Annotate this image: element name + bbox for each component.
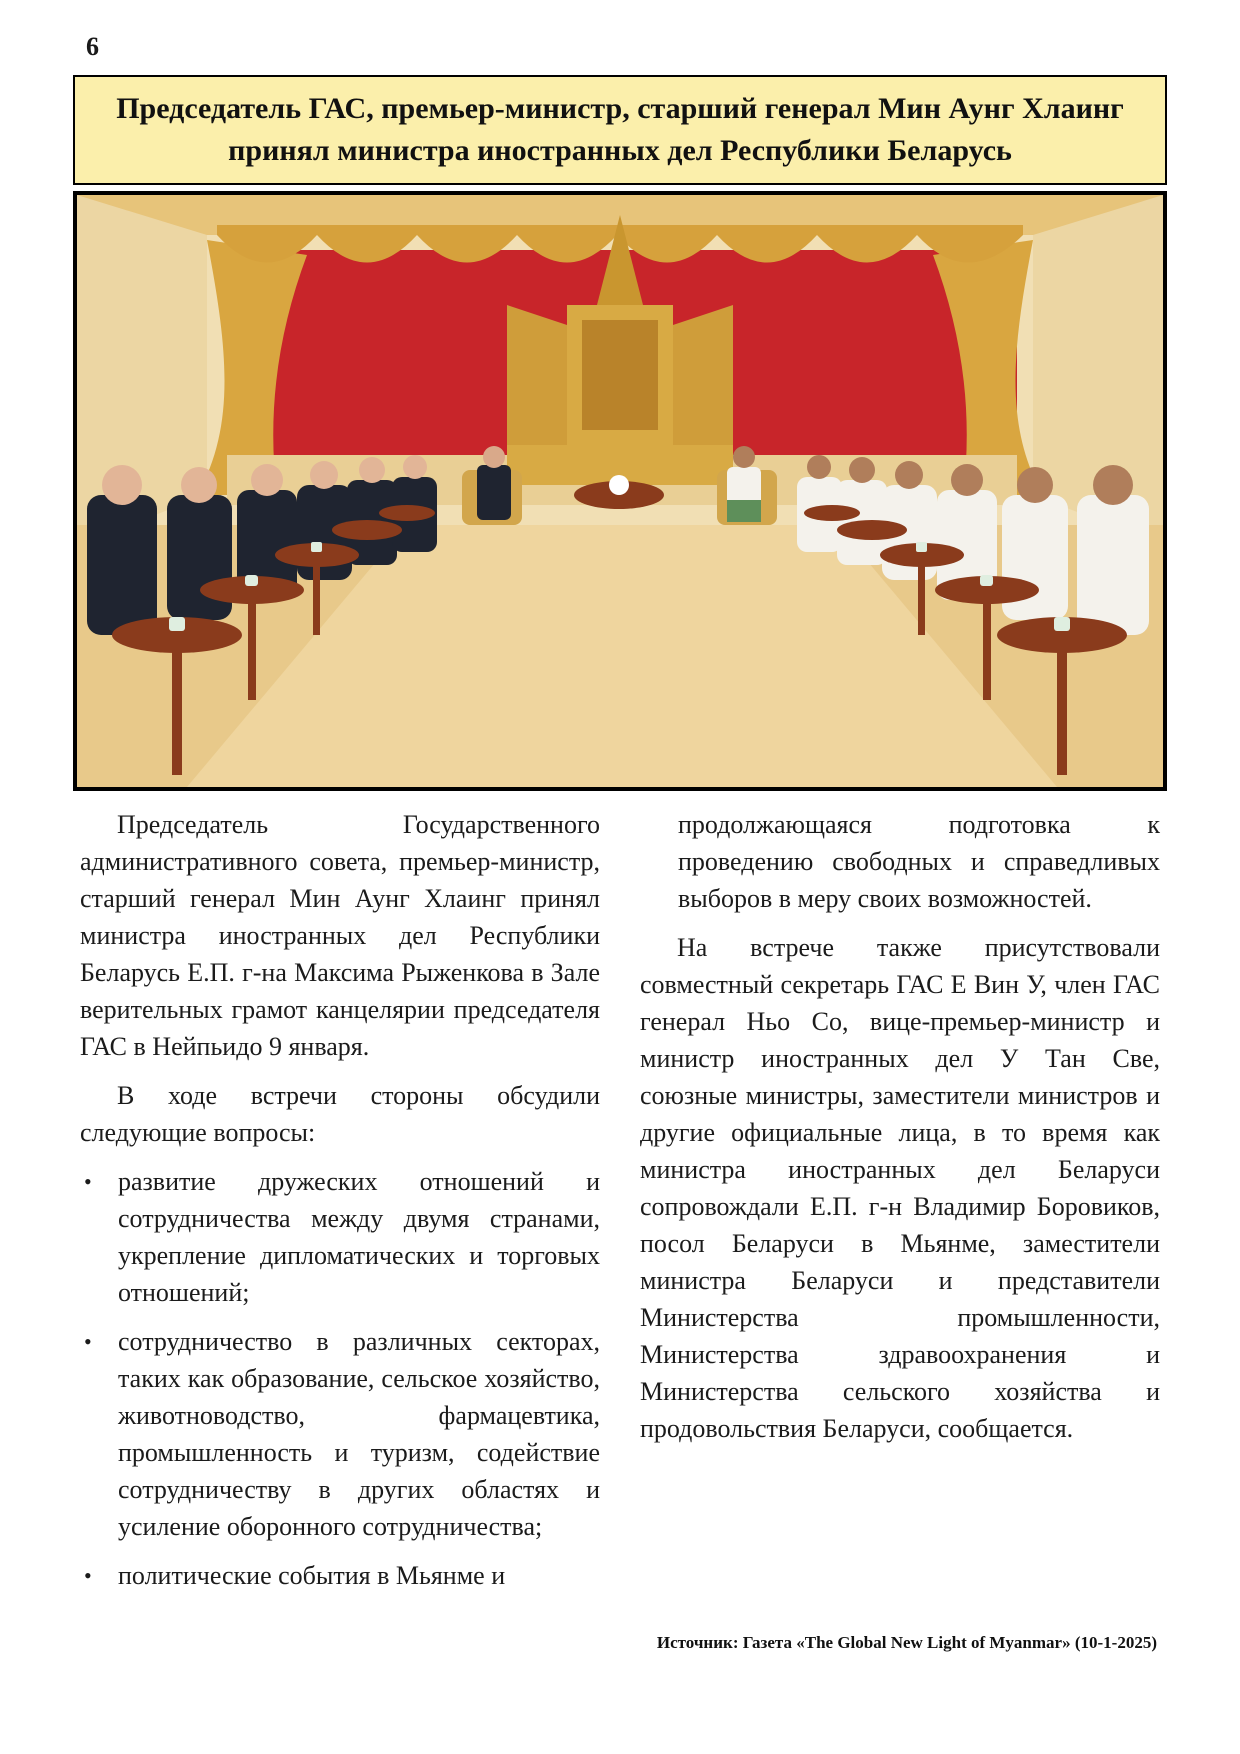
list-item-text: сотрудничество в различных секторах, таких как образование, сельское хозяйство, животноводство, фармацевтика, промышленность и туризм, содействие сотрудничеству в других областях и усиление оборонного сотрудничества; [118,1327,600,1541]
source-credit: Источник: Газета «The Global New Light of Myanmar» (10-1-2025) [656,1633,1157,1652]
bullet-icon: • [84,1169,92,1194]
article-intro-paragraph: Председатель Государственного административного совета, премьер-министр, старший генерал Мин Аунг Хлаинг принял министра иностранных дел Республики Беларусь Е.П. г-на Максима Рыженкова в Зале верительных грамот канцелярии председателя ГАС в Нейпьидо 9 января. [80,810,600,1061]
list-item-text: политические события в Мьянме и [118,1561,506,1590]
list-item [80,1323,600,1545]
attendees-paragraph: На встрече также присутствовали совместный секретарь ГАС Е Вин У, член ГАС генерал Ньо Со, вице-премьер-министр и министр иностранных дел У Тан Све, союзные министры, заместители министров и другие официальные лица, в то время как министра иностранных дел Беларуси сопровождали Е.П. г-н Владимир Боровиков, посол Беларуси в Мьянме, заместители министра Беларуси и представители Министерства промышленности, Министерства здравоохранения и Министерства сельского хозяйства и продовольствия Беларуси, сообщается. [640,933,1160,1443]
meeting-hall-photo [73,191,1167,791]
discussion-lead-paragraph: В ходе встречи стороны обсудили следующие вопросы: [80,1081,600,1147]
bullet-continuation: продолжающаяся подготовка к проведению свободных и справедливых выборов в меру своих возможностей. [678,810,1160,913]
article-left-column [80,806,600,1606]
discussion-topics-list [80,1163,600,1594]
article-right-column [640,806,1160,1459]
headline: Председатель ГАС, премьер-министр, старший генерал Мин Аунг Хлаинг принял министра иностранных дел Республики Беларусь [116,92,1124,167]
bullet-icon: • [84,1329,92,1354]
list-item [80,1557,600,1594]
list-item [80,1163,600,1311]
headline-box [73,75,1167,185]
list-item-text: развитие дружеских отношений и сотрудничества между двумя странами, укрепление дипломатических и торговых отношений; [118,1167,600,1307]
meeting-hall-illustration [77,195,1163,787]
page-number: 6 [86,32,99,61]
bullet-icon: • [84,1563,92,1588]
